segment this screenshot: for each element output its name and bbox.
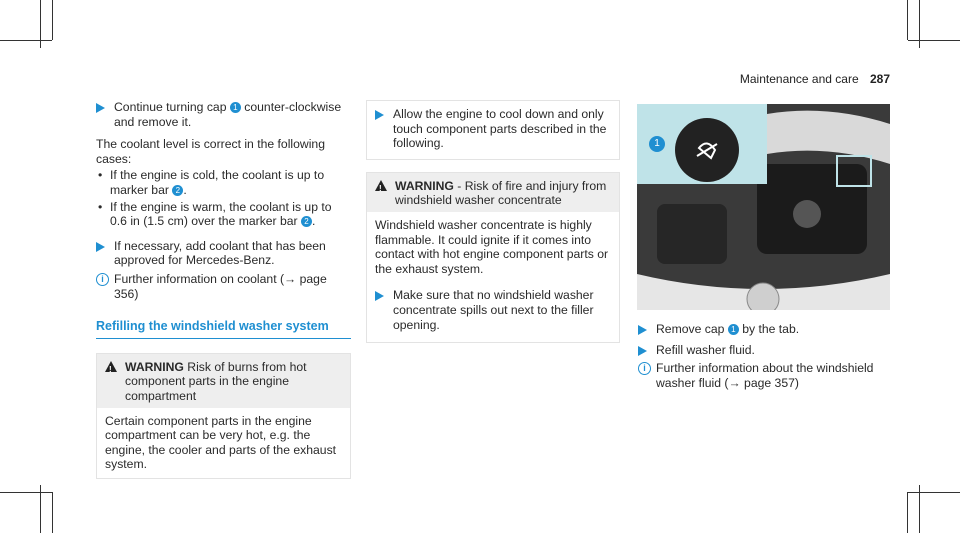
info-washer-fluid: i Further information about the windshield washer fluid (→ page 357)	[638, 361, 888, 390]
crop-mark	[52, 0, 53, 40]
left-column	[96, 100, 351, 479]
section-heading: Refilling the windshield washer system	[96, 319, 351, 339]
callout-number: 1	[230, 102, 241, 113]
photo-callout-number: 1	[649, 136, 665, 152]
step-arrow-icon	[96, 103, 105, 113]
right-column	[638, 322, 888, 398]
info-icon: i	[96, 273, 109, 286]
washer-cap-icon	[675, 118, 739, 182]
step-make-sure: Make sure that no windshield washer concentrate spills out next to the filler opening.	[367, 282, 619, 342]
engine-compartment-photo	[637, 104, 890, 310]
page-number: 287	[869, 72, 890, 86]
step-arrow-icon	[638, 325, 647, 335]
warning-body: Certain component parts in the engine compartment can be very hot, e.g. the engine, the cooler and parts of the exhaust system.	[105, 413, 337, 472]
bullet-icon: •	[98, 199, 103, 214]
callout-number: 2	[301, 216, 312, 227]
warning-icon: !	[105, 361, 117, 372]
warning-body: Windshield washer concentrate is highly flammable. It could ignite if it comes into contact with hot engine component parts or the exhaust system.	[375, 217, 609, 276]
step-refill-washer: Refill washer fluid.	[638, 343, 888, 358]
step-continue-turning: Continue turning cap 1 counter-clockwise and remove it.	[96, 100, 351, 129]
coolant-level-text: The coolant level is correct in the following cases:	[96, 137, 325, 166]
section-title: Maintenance and care	[739, 72, 859, 86]
warning-header: ! WARNING Risk of burns from hot component parts in the engine compartment	[97, 354, 350, 408]
step-remove-cap: Remove cap 1 by the tab.	[638, 322, 888, 337]
crop-mark	[0, 492, 52, 493]
step-arrow-icon	[96, 242, 105, 252]
callout-number: 2	[172, 185, 183, 196]
step-arrow-icon	[375, 110, 384, 120]
warning-icon: !	[375, 180, 387, 191]
bullet-icon: •	[98, 168, 103, 183]
step-add-coolant: If necessary, add coolant that has been approved for Mercedes-Benz.	[96, 239, 351, 268]
step-arrow-icon	[638, 346, 647, 356]
step-arrow-icon	[375, 291, 384, 301]
info-coolant: i Further information on coolant (→ page 356)	[96, 272, 351, 301]
warning-header: ! WARNING - Risk of fire and injury from windshield washer concentrate	[367, 173, 619, 212]
warning-box-burns	[96, 353, 351, 479]
page-header	[740, 72, 890, 86]
crop-mark	[0, 40, 52, 41]
info-icon: i	[638, 362, 651, 375]
crop-mark	[908, 492, 960, 493]
crop-mark	[52, 492, 53, 533]
step-box-allow: Allow the engine to cool down and only touch component parts described in the following.	[366, 100, 620, 160]
bullet-engine-warm: • If the engine is warm, the coolant is up to 0.6 in (1.5 cm) over the marker bar 2 .	[98, 199, 332, 229]
bullet-engine-cold: • If the engine is cold, the coolant is up to marker bar 2 .	[98, 168, 325, 197]
crop-mark	[907, 0, 908, 40]
middle-column	[366, 100, 620, 343]
crop-mark	[907, 492, 908, 533]
crop-mark	[908, 40, 960, 41]
warning-box-fire	[366, 172, 620, 343]
callout-number: 1	[728, 324, 739, 335]
